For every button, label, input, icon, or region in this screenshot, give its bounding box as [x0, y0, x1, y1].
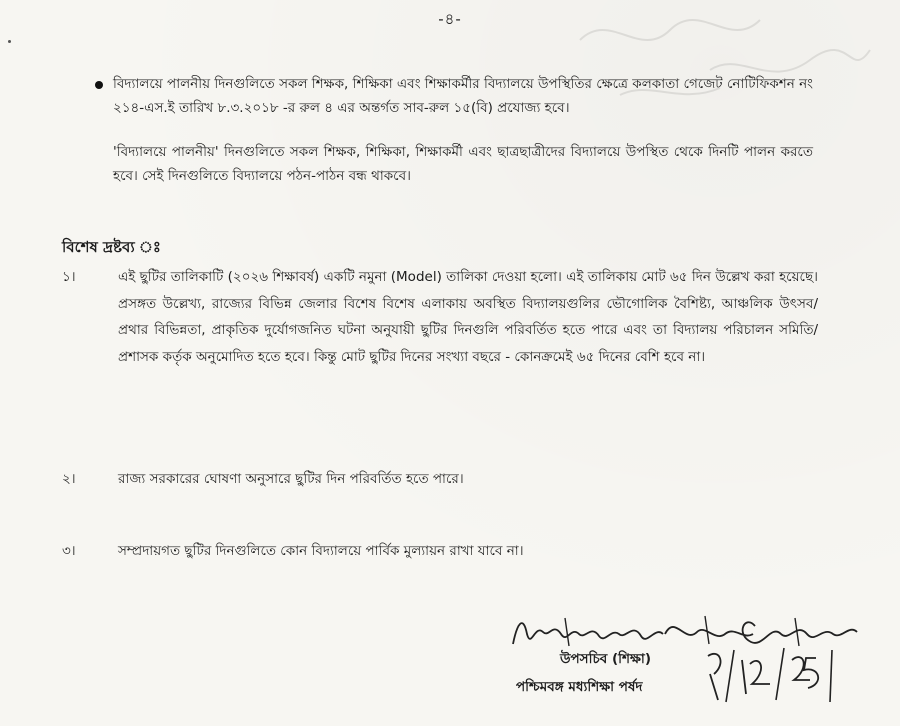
- note-text: রাজ্য সরকারের ঘোষণা অনুসারে ছুটির দিন পরিবর্তিত হতে পারে।: [118, 471, 464, 487]
- note-number: ২।: [62, 471, 76, 487]
- signatory-office: পশ্চিমবঙ্গ মধ্যশিক্ষা পর্ষদ: [516, 679, 643, 695]
- page-number: -৪-: [438, 10, 462, 28]
- bullet-text: বিদ্যালয়ে পালনীয় দিনগুলিতে সকল শিক্ষক, শিক্ষিকা এবং শিক্ষাকর্মীর বিদ্যালয়ে উপস্থিতির ক্ষেত্রে কলকাতা গেজেট নোটিফিকশন নং ২১৪-এস.ই তারিখ ৮.৩.২০১৮ -র রুল ৪ এর অন্তর্গত সাব-রুল ১৫(বি) প্রযোজ্য হবে।: [113, 76, 813, 116]
- note-item: [62, 264, 832, 370]
- signatory-designation: উপসচিব (শিক্ষা): [560, 651, 652, 667]
- bullet-icon: [95, 81, 103, 89]
- note-text: সম্প্রদায়গত ছুটির দিনগুলিতে কোন বিদ্যালয়ে পার্বিক মুল্যায়ন রাখা যাবে না।: [118, 543, 524, 559]
- bullet-item: [95, 72, 815, 120]
- margin-speck: [8, 40, 11, 43]
- note-number: ৩।: [62, 543, 76, 559]
- bullet-sub-paragraph: 'বিদ্যালয়ে পালনীয়' দিনগুলিতে সকল শিক্ষক, শিক্ষিকা, শিক্ষাকর্মী এবং ছাত্রছাত্রীদের বিদ্যালয়ে উপস্থিত থেকে দিনটি পালন করতে হবে। সেই দিনগুলিতে বিদ্যালয়ে পঠন-পাঠন বন্ধ থাকবে।: [113, 144, 813, 184]
- handwritten-date: [700, 644, 840, 704]
- note-item: [62, 538, 832, 565]
- bullet-section: [95, 72, 815, 188]
- note-text: এই ছুটির তালিকাটি (২০২৬ শিক্ষাবর্ষ) একটি নমুনা (Model) তালিকা দেওয়া হলো। এই তালিকায় মোট ৬৫ দিন উল্লেখ করা হয়েছে। প্রসঙ্গত উল্লেখ্য, রাজ্যের বিভিন্ন জেলার বিশেষ বিশেষ এলাকায় অবস্থিত বিদ্যালয়গুলির ভৌগোলিক বৈশিষ্ট্য, আঞ্চলিক উৎসব/প্রথার বিভিন্নতা, প্রাকৃতিক দুর্যোগজনিত ঘটনা অনুযায়ী ছুটির দিনগুলি পরিবর্তিত হতে পারে এবং তা বিদ্যালয় পরিচালন সমিতি/প্রশাসক কর্তৃক অনুমোদিত হতে হবে। কিন্তু মোট ছুটির দিনের সংখ্যা বছরে - কোনক্রমেই ৬৫ দিনের বেশি হবে না।: [118, 269, 818, 365]
- note-item: [62, 466, 832, 493]
- note-number: ১।: [62, 269, 76, 285]
- notes-heading: বিশেষ দ্রষ্টব্য ঃ: [62, 238, 161, 256]
